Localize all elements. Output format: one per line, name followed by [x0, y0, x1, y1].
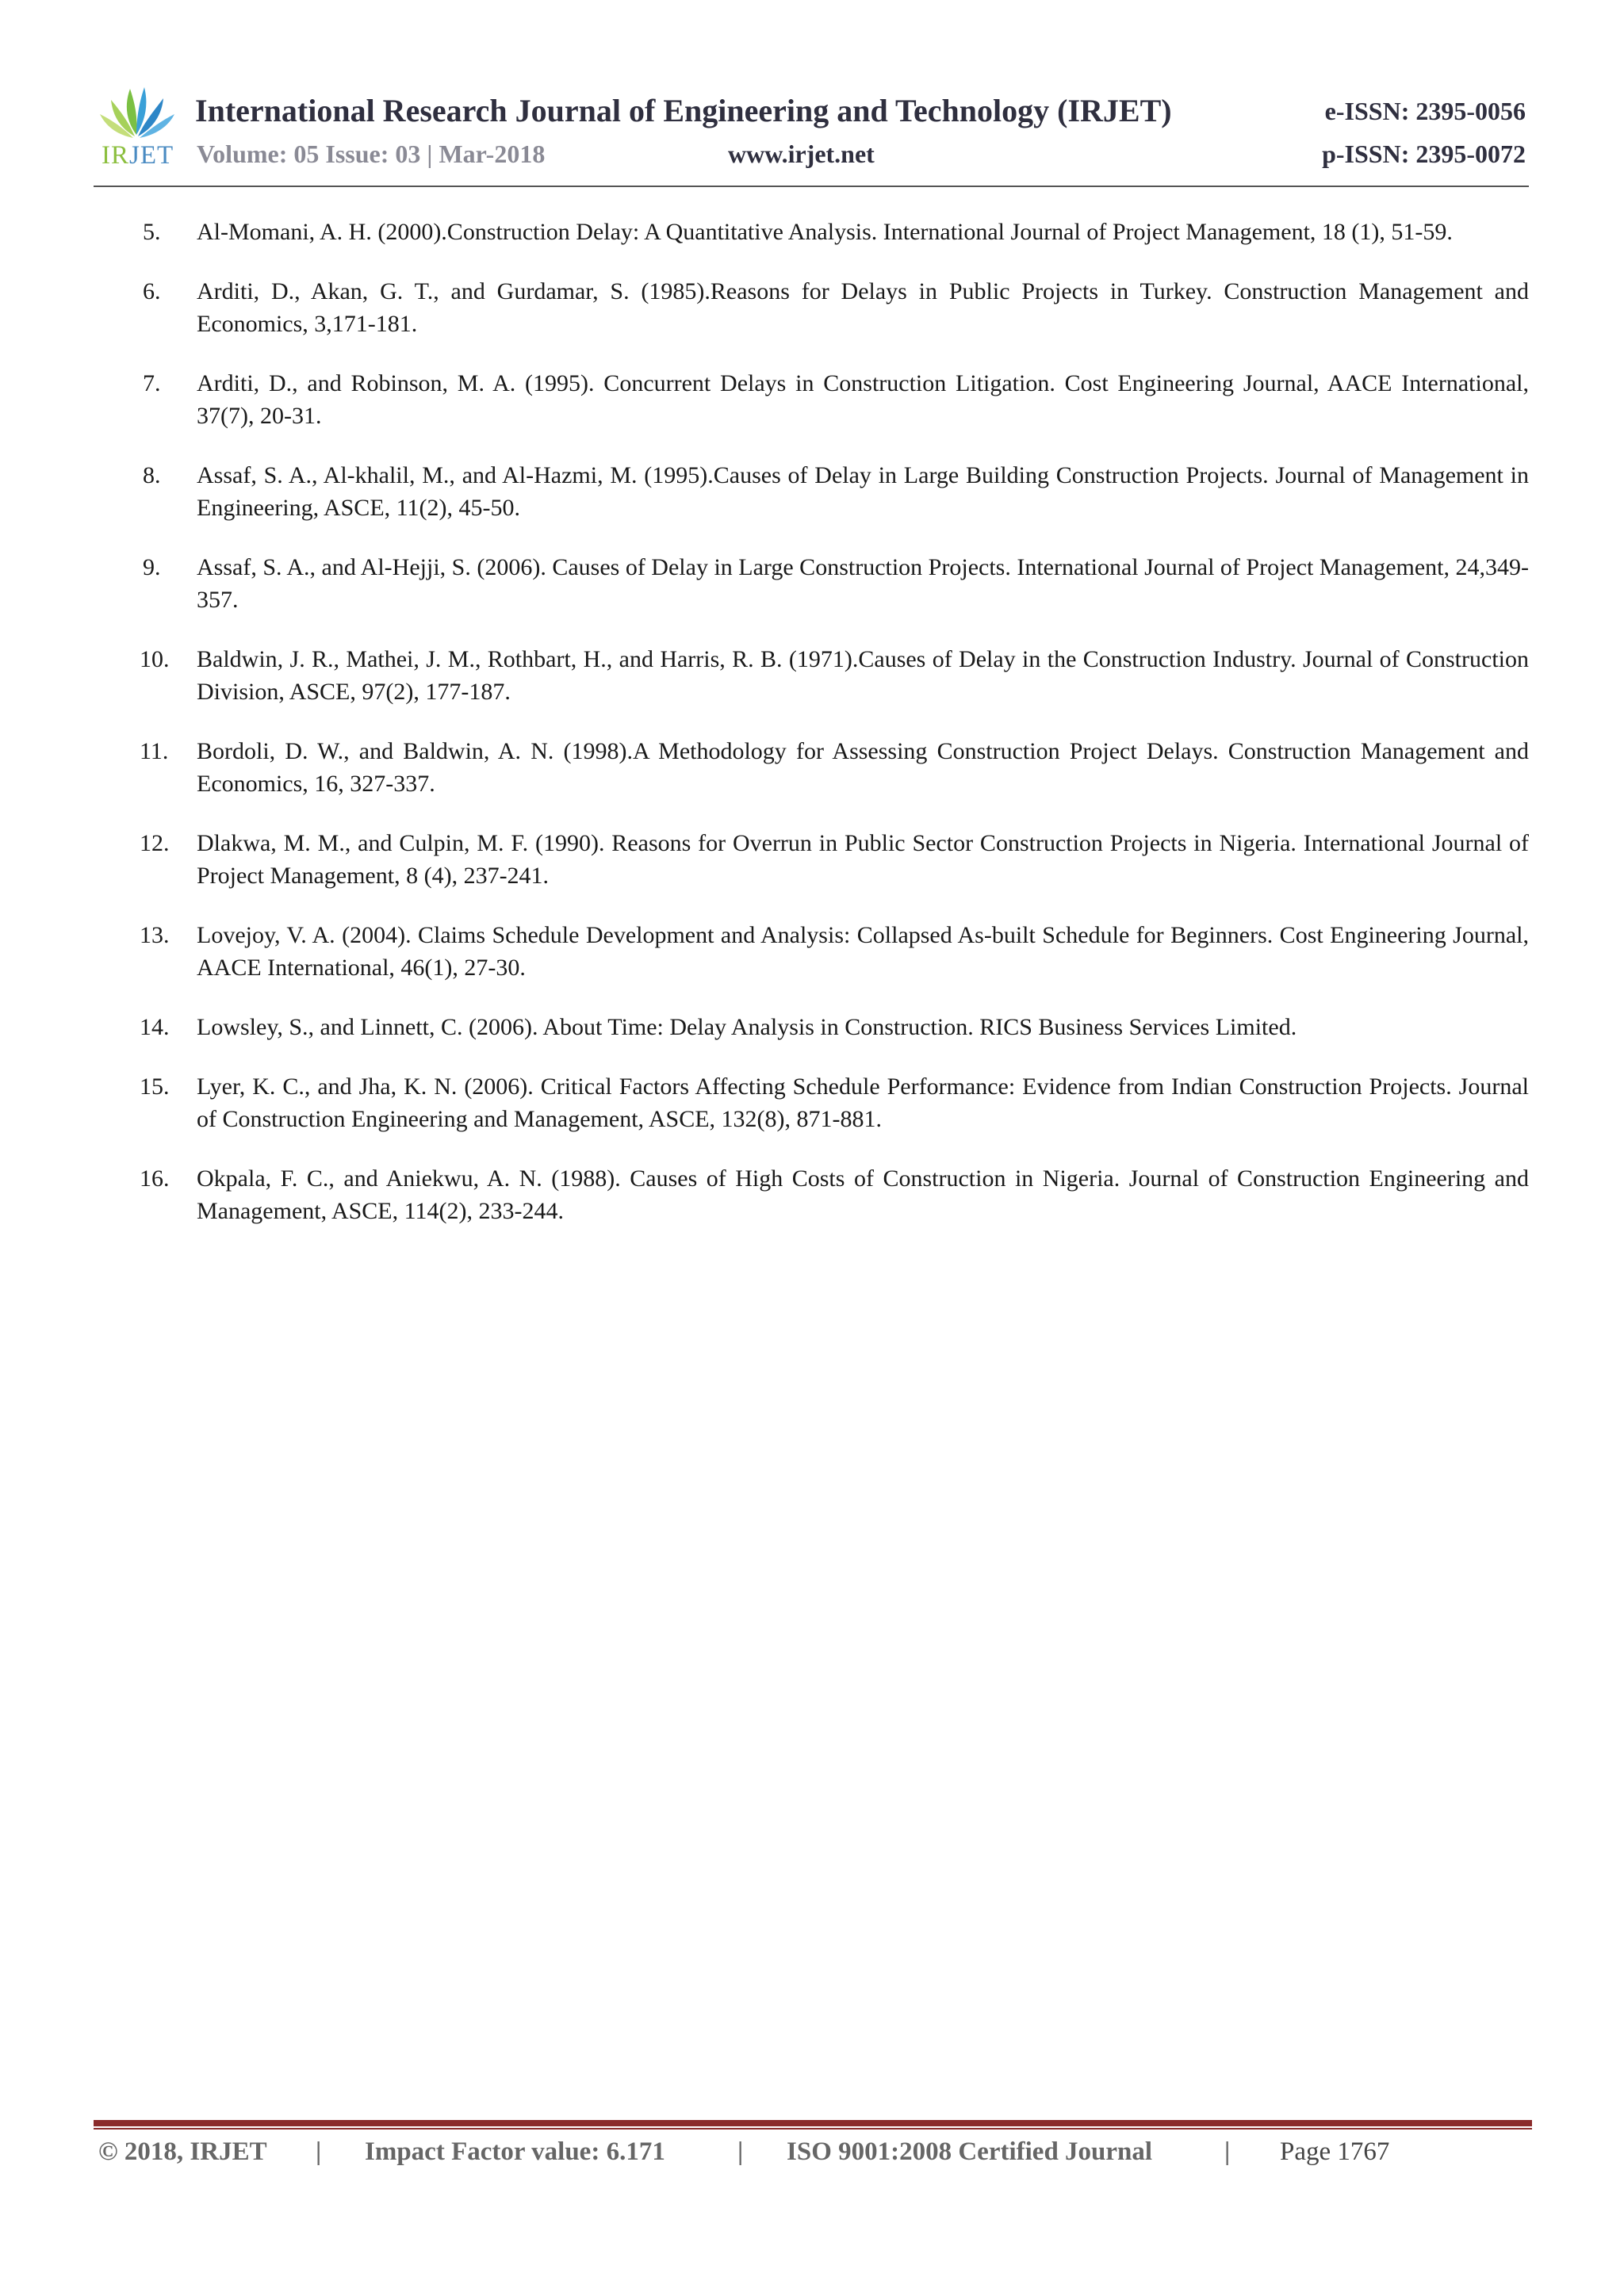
reference-number: 6. [143, 278, 161, 304]
reference-number: 14. [140, 1014, 170, 1040]
reference-text: Lovejoy, V. A. (2004). Claims Schedule Development and Analysis: Collapsed As-built Schedule for Beginners. Cost Engineering Journal, AACE International, 46(1), 27-30. [197, 922, 1529, 981]
reference-number: 9. [143, 554, 161, 580]
reference-text: Bordoli, D. W., and Baldwin, A. N. (1998).A Methodology for Assessing Construction Project Delays. Construction Management and Economics, 16, 327-337. [197, 738, 1529, 797]
volume-issue: Volume: 05 Issue: 03 | Mar-2018 [197, 140, 546, 168]
reference-item [143, 275, 1529, 340]
header-divider [94, 186, 1529, 187]
page-header [0, 0, 1624, 190]
reference-text: Lyer, K. C., and Jha, K. N. (2006). Critical Factors Affecting Schedule Performance: Evidence from Indian Construction Projects. Journal of Construction Engineering and Management, ASCE, 132(8), 871-881. [197, 1073, 1529, 1132]
footer-iso-certification: ISO 9001:2008 Certified Journal [787, 2137, 1153, 2166]
page-footer [98, 2137, 1526, 2177]
logo-wordmark: IRJET [102, 141, 174, 170]
reference-text: Lowsley, S., and Linnett, C. (2006). About Time: Delay Analysis in Construction. RICS Business Services Limited. [197, 1014, 1297, 1040]
footer-separator: | [1224, 2137, 1231, 2166]
reference-number: 8. [143, 462, 161, 488]
reference-text: Baldwin, J. R., Mathei, J. M., Rothbart, H., and Harris, R. B. (1971).Causes of Delay in the Construction Industry. Journal of Construction Division, ASCE, 97(2), 177-187. [197, 646, 1529, 705]
reference-number: 10. [140, 646, 170, 672]
reference-item [143, 459, 1529, 524]
reference-item [140, 1070, 1529, 1135]
journal-website-link[interactable]: www.irjet.net [728, 140, 875, 168]
reference-list [140, 216, 1529, 1254]
reference-text: Arditi, D., Akan, G. T., and Gurdamar, S. (1985).Reasons for Delays in Public Projects in Turkey. Construction Management and Economics, 3,171-181. [197, 278, 1529, 337]
reference-item [143, 367, 1529, 432]
reference-item [143, 216, 1529, 248]
reference-text: Assaf, S. A., Al-khalil, M., and Al-Hazmi, M. (1995).Causes of Delay in Large Building Construction Projects. Journal of Management in Engineering, ASCE, 11(2), 45-50. [197, 462, 1529, 521]
reference-number: 7. [143, 370, 161, 396]
e-issn: e-ISSN: 2395-0056 [1324, 97, 1526, 125]
footer-separator: | [316, 2137, 322, 2166]
reference-number: 15. [140, 1073, 170, 1100]
reference-item [140, 735, 1529, 800]
footer-divider-thin [94, 2128, 1532, 2130]
footer-impact-factor: Impact Factor value: 6.171 [365, 2137, 665, 2166]
reference-number: 13. [140, 922, 170, 948]
footer-copyright: © 2018, IRJET [98, 2137, 267, 2166]
reference-text: Assaf, S. A., and Al-Hejji, S. (2006). Causes of Delay in Large Construction Projects. International Journal of Project Management, 24,349-357. [197, 554, 1529, 613]
reference-number: 12. [140, 830, 170, 856]
reference-item [140, 919, 1529, 984]
reference-number: 16. [140, 1165, 170, 1192]
reference-text: Okpala, F. C., and Aniekwu, A. N. (1988). Causes of High Costs of Construction in Nigeria. Journal of Construction Engineering and Management, ASCE, 114(2), 233-244. [197, 1165, 1529, 1224]
journal-title: International Research Journal of Engineering and Technology (IRJET) [195, 93, 1172, 128]
footer-separator: | [737, 2137, 744, 2166]
reference-item [140, 643, 1529, 708]
footer-divider-thick [94, 2120, 1532, 2126]
reference-text: Dlakwa, M. M., and Culpin, M. F. (1990). Reasons for Overrun in Public Sector Construction Projects in Nigeria. International Journal of Project Management, 8 (4), 237-241. [197, 830, 1529, 889]
reference-text: Al-Momani, A. H. (2000).Construction Delay: A Quantitative Analysis. International Journal of Project Management, 18 (1), 51-59. [197, 219, 1453, 245]
reference-item [140, 827, 1529, 892]
reference-text: Arditi, D., and Robinson, M. A. (1995). Concurrent Delays in Construction Litigation. Cost Engineering Journal, AACE International, 37(7), 20-31. [197, 370, 1529, 429]
p-issn: p-ISSN: 2395-0072 [1322, 140, 1526, 168]
reference-item [140, 1011, 1529, 1043]
reference-number: 11. [140, 738, 169, 764]
reference-number: 5. [143, 219, 161, 245]
reference-item [143, 551, 1529, 616]
page-number: Page 1767 [1280, 2137, 1390, 2166]
reference-item [140, 1162, 1529, 1227]
